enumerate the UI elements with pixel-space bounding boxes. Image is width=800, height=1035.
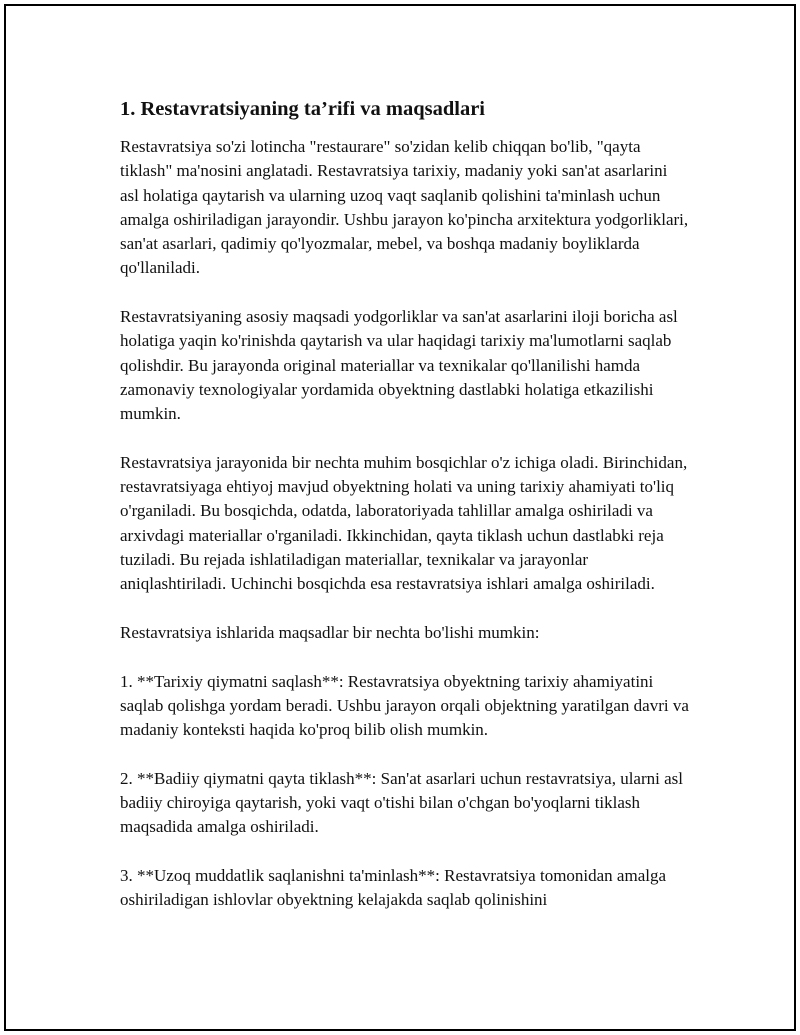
- list-item-long-term-preservation: 3. **Uzoq muddatlik saqlanishni ta'minlash**: Restavratsiya tomonidan amalga oshiriladigan ishlovlar obyektning kelajakda saqlab qolinishini: [120, 865, 667, 910]
- section-heading: 1. Restavratsiyaning ta’rifi va maqsadlari: [120, 98, 485, 120]
- paragraph-main-goal: Restavratsiyaning asosiy maqsadi yodgorliklar va san'at asarlarini iloji boricha asl holatiga yaqin ko'rinishda qaytarish va ular haqidagi tarixiy ma'lumotlarni saqlab qolishdir. Bu jarayonda original materiallar va texnikalar qo'llanilishi hamda zamonaviy texnologiyalar yordamida obyektning dastlabki holatiga etkazilishi mumkin.: [120, 307, 678, 424]
- list-item-historical-value: 1. **Tarixiy qiymatni saqlash**: Restavratsiya obyektning tarixiy ahamiyatini saqlab qolishga yordam beradi. Ushbu jarayon orqali objektning yaratilgan davri va madaniy konteksti haqida ko'proq bilib olish mumkin.: [120, 671, 689, 740]
- list-item-artistic-value: 2. **Badiiy qiymatni qayta tiklash**: San'at asarlari uchun restavratsiya, ularni asl badiiy chiroyiga qaytarish, yoki vaqt o'tishi bilan o'chgan bo'yoqlarni tiklash maqsadida amalga oshiriladi.: [120, 768, 683, 837]
- document-page: [4, 4, 796, 1031]
- document-body: [120, 94, 690, 937]
- paragraph-stages: Restavratsiya jarayonida bir nechta muhim bosqichlar o'z ichiga oladi. Birinchidan, restavratsiyaga ehtiyoj mavjud obyektning holati va uning tarixiy ahamiyati to'liq o'rganiladi. Bu bosqichda, odatda, laboratoriyada tahlillar amalga oshiriladi va arxivdagi materiallar o'rganiladi. Ikkinchidan, qayta tiklash uchun dastlabki reja tuziladi. Bu rejada ishlatiladigan materiallar, texnikalar va jarayonlar aniqlashtiriladi. Uchinchi bosqichda esa restavratsiya ishlari amalga oshiriladi.: [120, 452, 688, 594]
- paragraph-goals-intro: Restavratsiya ishlarida maqsadlar bir nechta bo'lishi mumkin:: [120, 622, 540, 642]
- paragraph-definition: Restavratsiya so'zi lotincha "restaurare" so'zidan kelib chiqqan bo'lib, "qayta tiklash" ma'nosini anglatadi. Restavratsiya tarixiy, madaniy yoki san'at asarlarini asl holatiga qaytarish va ularning uzoq vaqt saqlanib qolishini ta'minlash uchun amalga oshiriladigan jarayondir. Ushbu jarayon ko'pincha arxitektura yodgorliklari, san'at asarlari, qadimiy qo'lyozmalar, mebel, va boshqa madaniy boyliklarda qo'llaniladi.: [120, 137, 689, 278]
